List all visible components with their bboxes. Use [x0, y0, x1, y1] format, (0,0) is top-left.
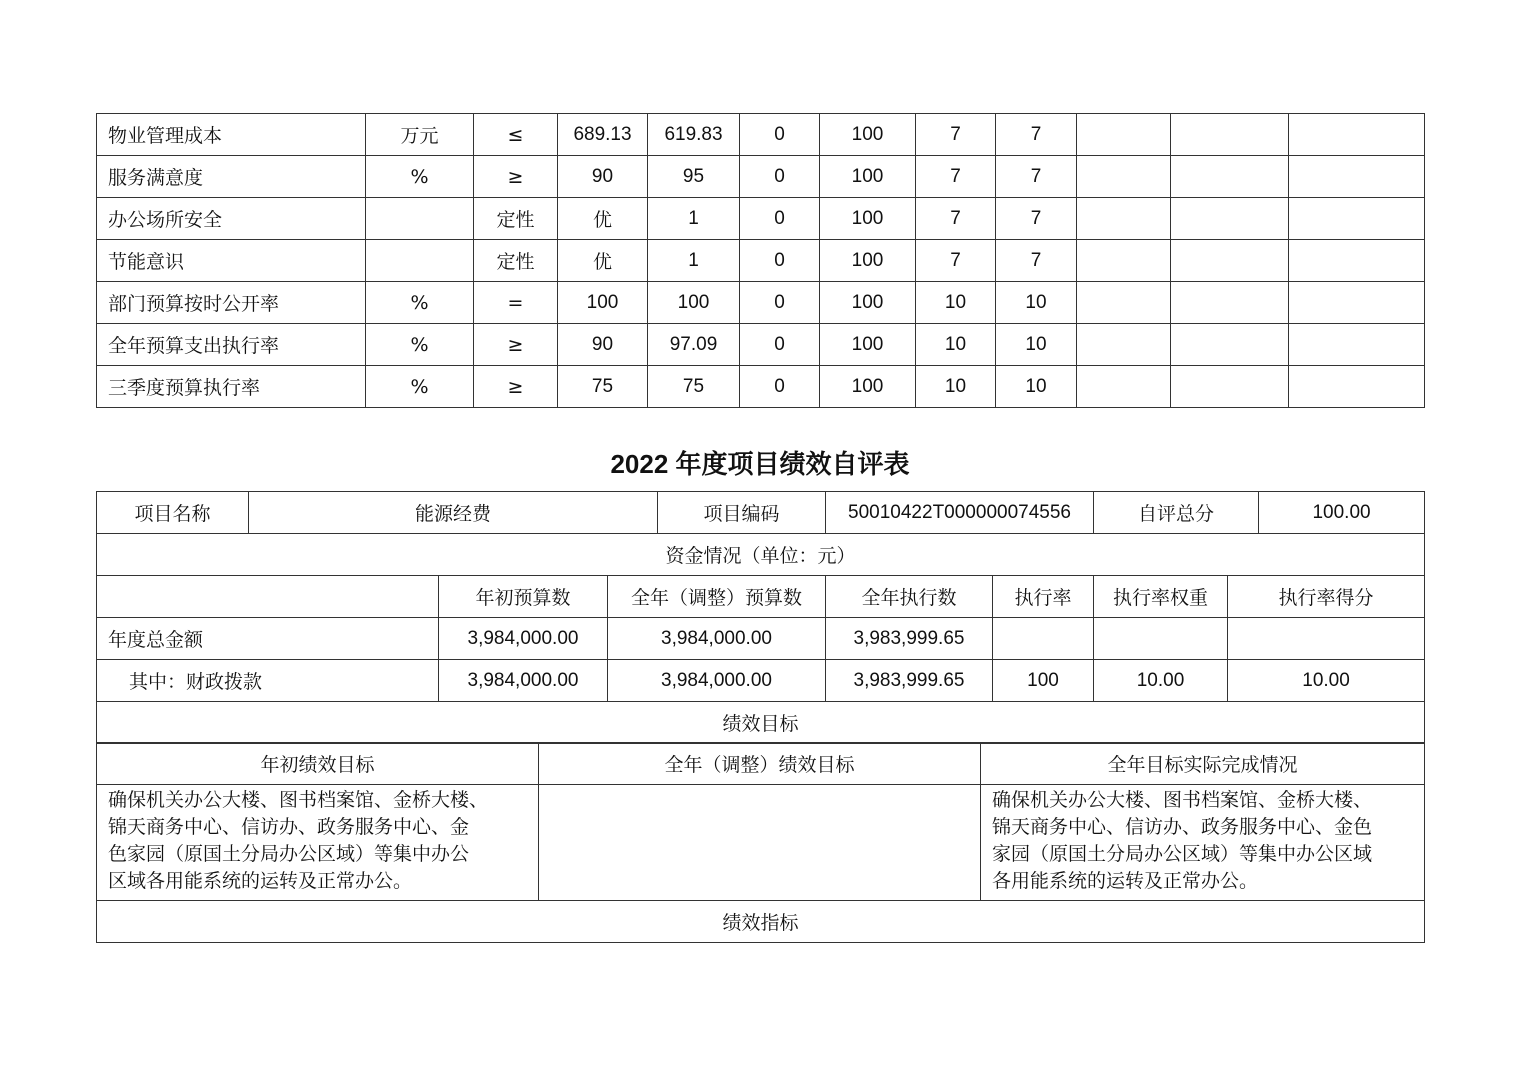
- goal-initial-line: 色家园（原国土分局办公区域）等集中办公: [108, 843, 470, 865]
- indicator-score: 7: [996, 198, 1077, 240]
- fiscal-executed: 3,983,999.65: [826, 660, 993, 702]
- table-row: [97, 282, 1425, 324]
- col-rate: 执行率: [993, 576, 1094, 618]
- funds-header-blank: [97, 576, 439, 618]
- indicator-name: 三季度预算执行率: [97, 366, 366, 408]
- indicator-max: 100: [820, 282, 916, 324]
- indicator-target: 689.13: [558, 114, 648, 156]
- goal-col-initial: 年初绩效目标: [97, 743, 539, 785]
- indicator-min: 0: [740, 366, 820, 408]
- fiscal-adjusted: 3,984,000.00: [608, 660, 826, 702]
- total-rate: [993, 618, 1094, 660]
- page-title: 2022 年度项目绩效自评表: [610, 449, 910, 479]
- indicator-target: 100: [558, 282, 648, 324]
- indicator-unit: %: [366, 324, 474, 366]
- indicator-actual: 75: [648, 366, 740, 408]
- indicator-operator: ≥: [474, 366, 558, 408]
- indicators-section-title: 绩效指标: [97, 901, 1425, 943]
- empty-cell: [1171, 198, 1289, 240]
- indicator-name: 部门预算按时公开率: [97, 282, 366, 324]
- goal-actual-line: 家园（原国土分局办公区域）等集中办公区域: [992, 843, 1373, 865]
- fiscal-score: 10.00: [1228, 660, 1425, 702]
- indicator-table: [96, 113, 1425, 408]
- total-score: [1228, 618, 1425, 660]
- goal-initial-line: 锦天商务中心、信访办、政务服务中心、金: [108, 816, 470, 838]
- total-label: 年度总金额: [97, 618, 439, 660]
- project-header-row: [97, 492, 1425, 534]
- empty-cell: [1077, 198, 1171, 240]
- funds-section-row: [97, 534, 1425, 576]
- indicator-operator: 定性: [474, 198, 558, 240]
- empty-cell: [1289, 114, 1425, 156]
- indicator-unit: 万元: [366, 114, 474, 156]
- fiscal-rate: 100: [993, 660, 1094, 702]
- indicator-score: 10: [996, 366, 1077, 408]
- indicator-unit: %: [366, 282, 474, 324]
- indicator-min: 0: [740, 240, 820, 282]
- goal-actual-line: 锦天商务中心、信访办、政务服务中心、金色: [992, 816, 1373, 838]
- indicator-score: 10: [996, 324, 1077, 366]
- indicator-weight: 7: [916, 114, 996, 156]
- indicator-unit: [366, 198, 474, 240]
- indicator-target: 优: [558, 240, 648, 282]
- indicator-min: 0: [740, 282, 820, 324]
- goals-content-row: [97, 785, 1425, 901]
- indicator-max: 100: [820, 240, 916, 282]
- indicator-max: 100: [820, 324, 916, 366]
- empty-cell: [1289, 198, 1425, 240]
- empty-cell: [1171, 324, 1289, 366]
- indicator-actual: 97.09: [648, 324, 740, 366]
- indicator-unit: %: [366, 366, 474, 408]
- indicator-actual: 1: [648, 240, 740, 282]
- project-code-label: 项目编码: [658, 492, 826, 534]
- indicator-operator: 定性: [474, 240, 558, 282]
- funds-total-row: [97, 618, 1425, 660]
- goal-initial-line: 确保机关办公大楼、图书档案馆、金桥大楼、: [108, 789, 489, 811]
- funds-fiscal-row: [97, 660, 1425, 702]
- indicator-operator: ≥: [474, 324, 558, 366]
- indicator-weight: 7: [916, 240, 996, 282]
- indicator-min: 0: [740, 114, 820, 156]
- goal-actual-line: 确保机关办公大楼、图书档案馆、金桥大楼、: [992, 789, 1373, 811]
- goal-actual-text: [981, 785, 1425, 901]
- funds-section-title: 资金情况（单位：元）: [97, 534, 1425, 576]
- indicators-section-row: [97, 901, 1425, 943]
- indicator-weight: 7: [916, 198, 996, 240]
- table-row: [97, 156, 1425, 198]
- project-name-value: 能源经费: [249, 492, 658, 534]
- goal-col-adjusted: 全年（调整）绩效目标: [539, 743, 981, 785]
- indicator-name: 服务满意度: [97, 156, 366, 198]
- empty-cell: [1171, 282, 1289, 324]
- indicator-target: 75: [558, 366, 648, 408]
- total-executed: 3,983,999.65: [826, 618, 993, 660]
- indicator-max: 100: [820, 156, 916, 198]
- score-label: 自评总分: [1094, 492, 1259, 534]
- indicator-min: 0: [740, 198, 820, 240]
- empty-cell: [1077, 240, 1171, 282]
- total-initial: 3,984,000.00: [439, 618, 608, 660]
- empty-cell: [1171, 240, 1289, 282]
- goals-table: [96, 742, 1425, 943]
- indicator-actual: 100: [648, 282, 740, 324]
- empty-cell: [1077, 282, 1171, 324]
- indicator-max: 100: [820, 114, 916, 156]
- empty-cell: [1077, 324, 1171, 366]
- fiscal-initial: 3,984,000.00: [439, 660, 608, 702]
- indicator-target: 90: [558, 156, 648, 198]
- indicator-min: 0: [740, 156, 820, 198]
- col-rate-score: 执行率得分: [1228, 576, 1425, 618]
- table-row: [97, 240, 1425, 282]
- project-code-value: 50010422T000000074556: [826, 492, 1094, 534]
- goals-section-row: [97, 702, 1425, 744]
- table-row: [97, 114, 1425, 156]
- empty-cell: [1289, 324, 1425, 366]
- empty-cell: [1171, 156, 1289, 198]
- indicator-score: 7: [996, 156, 1077, 198]
- goal-initial-line: 区域各用能系统的运转及正常办公。: [108, 870, 413, 892]
- indicator-score: 10: [996, 282, 1077, 324]
- fiscal-weight: 10.00: [1094, 660, 1228, 702]
- col-adjusted-budget: 全年（调整）预算数: [608, 576, 826, 618]
- indicator-max: 100: [820, 198, 916, 240]
- goals-header-row: [97, 743, 1425, 785]
- table-row: [97, 198, 1425, 240]
- indicator-weight: 10: [916, 366, 996, 408]
- table-row: [97, 366, 1425, 408]
- indicator-operator: =: [474, 282, 558, 324]
- total-adjusted: 3,984,000.00: [608, 618, 826, 660]
- indicator-name: 办公场所安全: [97, 198, 366, 240]
- indicator-name: 节能意识: [97, 240, 366, 282]
- empty-cell: [1289, 366, 1425, 408]
- empty-cell: [1289, 240, 1425, 282]
- col-rate-weight: 执行率权重: [1094, 576, 1228, 618]
- indicator-weight: 10: [916, 282, 996, 324]
- indicator-name: 全年预算支出执行率: [97, 324, 366, 366]
- goal-actual-line: 各用能系统的运转及正常办公。: [992, 870, 1259, 892]
- funds-header-row: [97, 576, 1425, 618]
- goal-col-actual: 全年目标实际完成情况: [981, 743, 1425, 785]
- table-row: [97, 324, 1425, 366]
- indicator-score: 7: [996, 240, 1077, 282]
- fiscal-label: 其中：财政拨款: [97, 660, 439, 702]
- goals-section-title: 绩效目标: [97, 702, 1425, 744]
- indicator-actual: 1: [648, 198, 740, 240]
- project-table: [96, 491, 1425, 744]
- indicator-actual: 619.83: [648, 114, 740, 156]
- empty-cell: [1289, 156, 1425, 198]
- indicator-min: 0: [740, 324, 820, 366]
- indicator-target: 90: [558, 324, 648, 366]
- project-name-label: 项目名称: [97, 492, 249, 534]
- indicator-weight: 10: [916, 324, 996, 366]
- indicator-unit: [366, 240, 474, 282]
- empty-cell: [1171, 114, 1289, 156]
- col-initial-budget: 年初预算数: [439, 576, 608, 618]
- indicator-operator: ≥: [474, 156, 558, 198]
- indicator-name: 物业管理成本: [97, 114, 366, 156]
- total-weight: [1094, 618, 1228, 660]
- indicator-max: 100: [820, 366, 916, 408]
- col-executed: 全年执行数: [826, 576, 993, 618]
- goal-initial-text: [97, 785, 539, 901]
- score-value: 100.00: [1259, 492, 1425, 534]
- indicator-weight: 7: [916, 156, 996, 198]
- empty-cell: [1077, 366, 1171, 408]
- empty-cell: [1171, 366, 1289, 408]
- indicator-score: 7: [996, 114, 1077, 156]
- empty-cell: [1289, 282, 1425, 324]
- indicator-operator: ≤: [474, 114, 558, 156]
- empty-cell: [1077, 114, 1171, 156]
- indicator-target: 优: [558, 198, 648, 240]
- indicator-unit: %: [366, 156, 474, 198]
- indicator-actual: 95: [648, 156, 740, 198]
- goal-adjusted-text: [539, 785, 981, 901]
- empty-cell: [1077, 156, 1171, 198]
